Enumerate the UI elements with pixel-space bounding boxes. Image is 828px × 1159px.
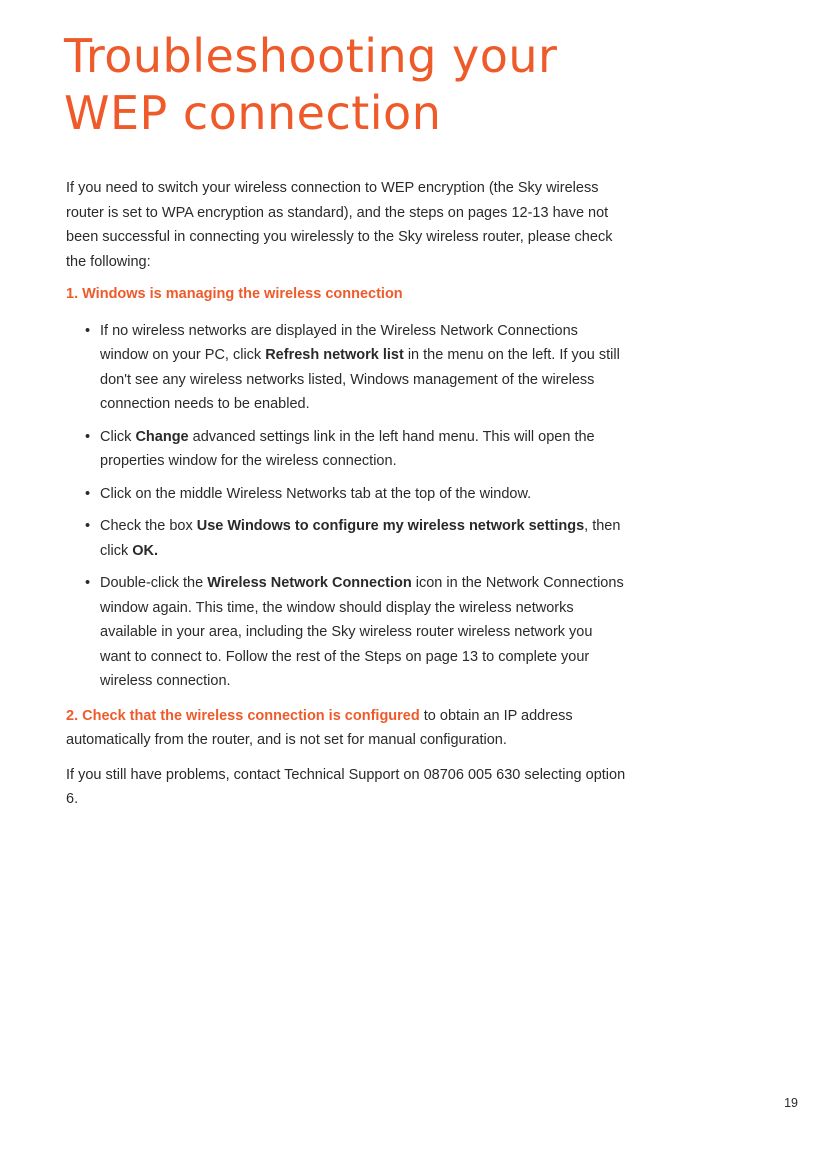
list-item xyxy=(100,319,626,417)
bullet-text: advanced settings link in the left hand menu. This will open the properties window for the wireless connection. xyxy=(100,428,595,469)
page-title-line-2: WEP connection xyxy=(64,86,442,140)
bullet-text: Click xyxy=(100,428,136,445)
bullet-text: Double-click the xyxy=(100,575,208,591)
bold-term: Wireless Network Connection xyxy=(207,575,412,591)
bullet-text: , then click xyxy=(100,518,621,559)
bullet-text: icon in the Network Connections window again. This time, the window should display the wireless networks available in your area, including the Sky wireless router wireless network you want to connect to. Follow the rest of the Steps on page 13 to complete your wireless connection. xyxy=(100,575,624,689)
page-title-line-1: Troubleshooting your xyxy=(64,29,558,83)
section-2-heading: 2. Check that the wireless connection is configured xyxy=(66,707,420,724)
bullet-text: in the menu on the left. If you still don't see any wireless networks listed, Windows management of the wireless connection needs to be enabled. xyxy=(100,347,620,412)
bold-term: Refresh network list xyxy=(265,347,404,363)
list-item xyxy=(100,425,626,474)
section-1-steps-list xyxy=(66,319,626,694)
page-title xyxy=(64,28,557,142)
bullet-text: Check the box xyxy=(100,518,197,534)
bullet-text: Click on the middle Wireless Networks tab at the top of the window. xyxy=(100,485,532,502)
list-item xyxy=(100,571,626,694)
bold-term: Use Windows to configure my wireless network settings xyxy=(196,518,585,534)
intro-paragraph: If you need to switch your wireless connection to WEP encryption (the Sky wireless router is set to WPA encryption as standard), and the steps on pages 12-13 have not been successful in connecting you wirelessly to the Sky wireless router, please check the following: xyxy=(66,180,613,270)
bullet-text: If no wireless networks are displayed in the Wireless Network Connections window on your PC, click xyxy=(100,322,578,363)
main-content xyxy=(66,176,626,812)
list-item xyxy=(100,482,626,507)
section-1-heading: 1. Windows is managing the wireless connection xyxy=(66,286,403,302)
closing-paragraph: If you still have problems, contact Technical Support on 08706 005 630 selecting option 6. xyxy=(66,766,626,807)
section-2-text: to obtain an IP address automatically from the router, and is not set for manual configuration. xyxy=(66,707,573,748)
bold-term: Change xyxy=(135,428,189,445)
section-2-paragraph xyxy=(66,704,626,753)
bold-term: OK. xyxy=(132,542,159,559)
page-number: 19 xyxy=(784,1096,798,1110)
list-item xyxy=(100,514,626,563)
